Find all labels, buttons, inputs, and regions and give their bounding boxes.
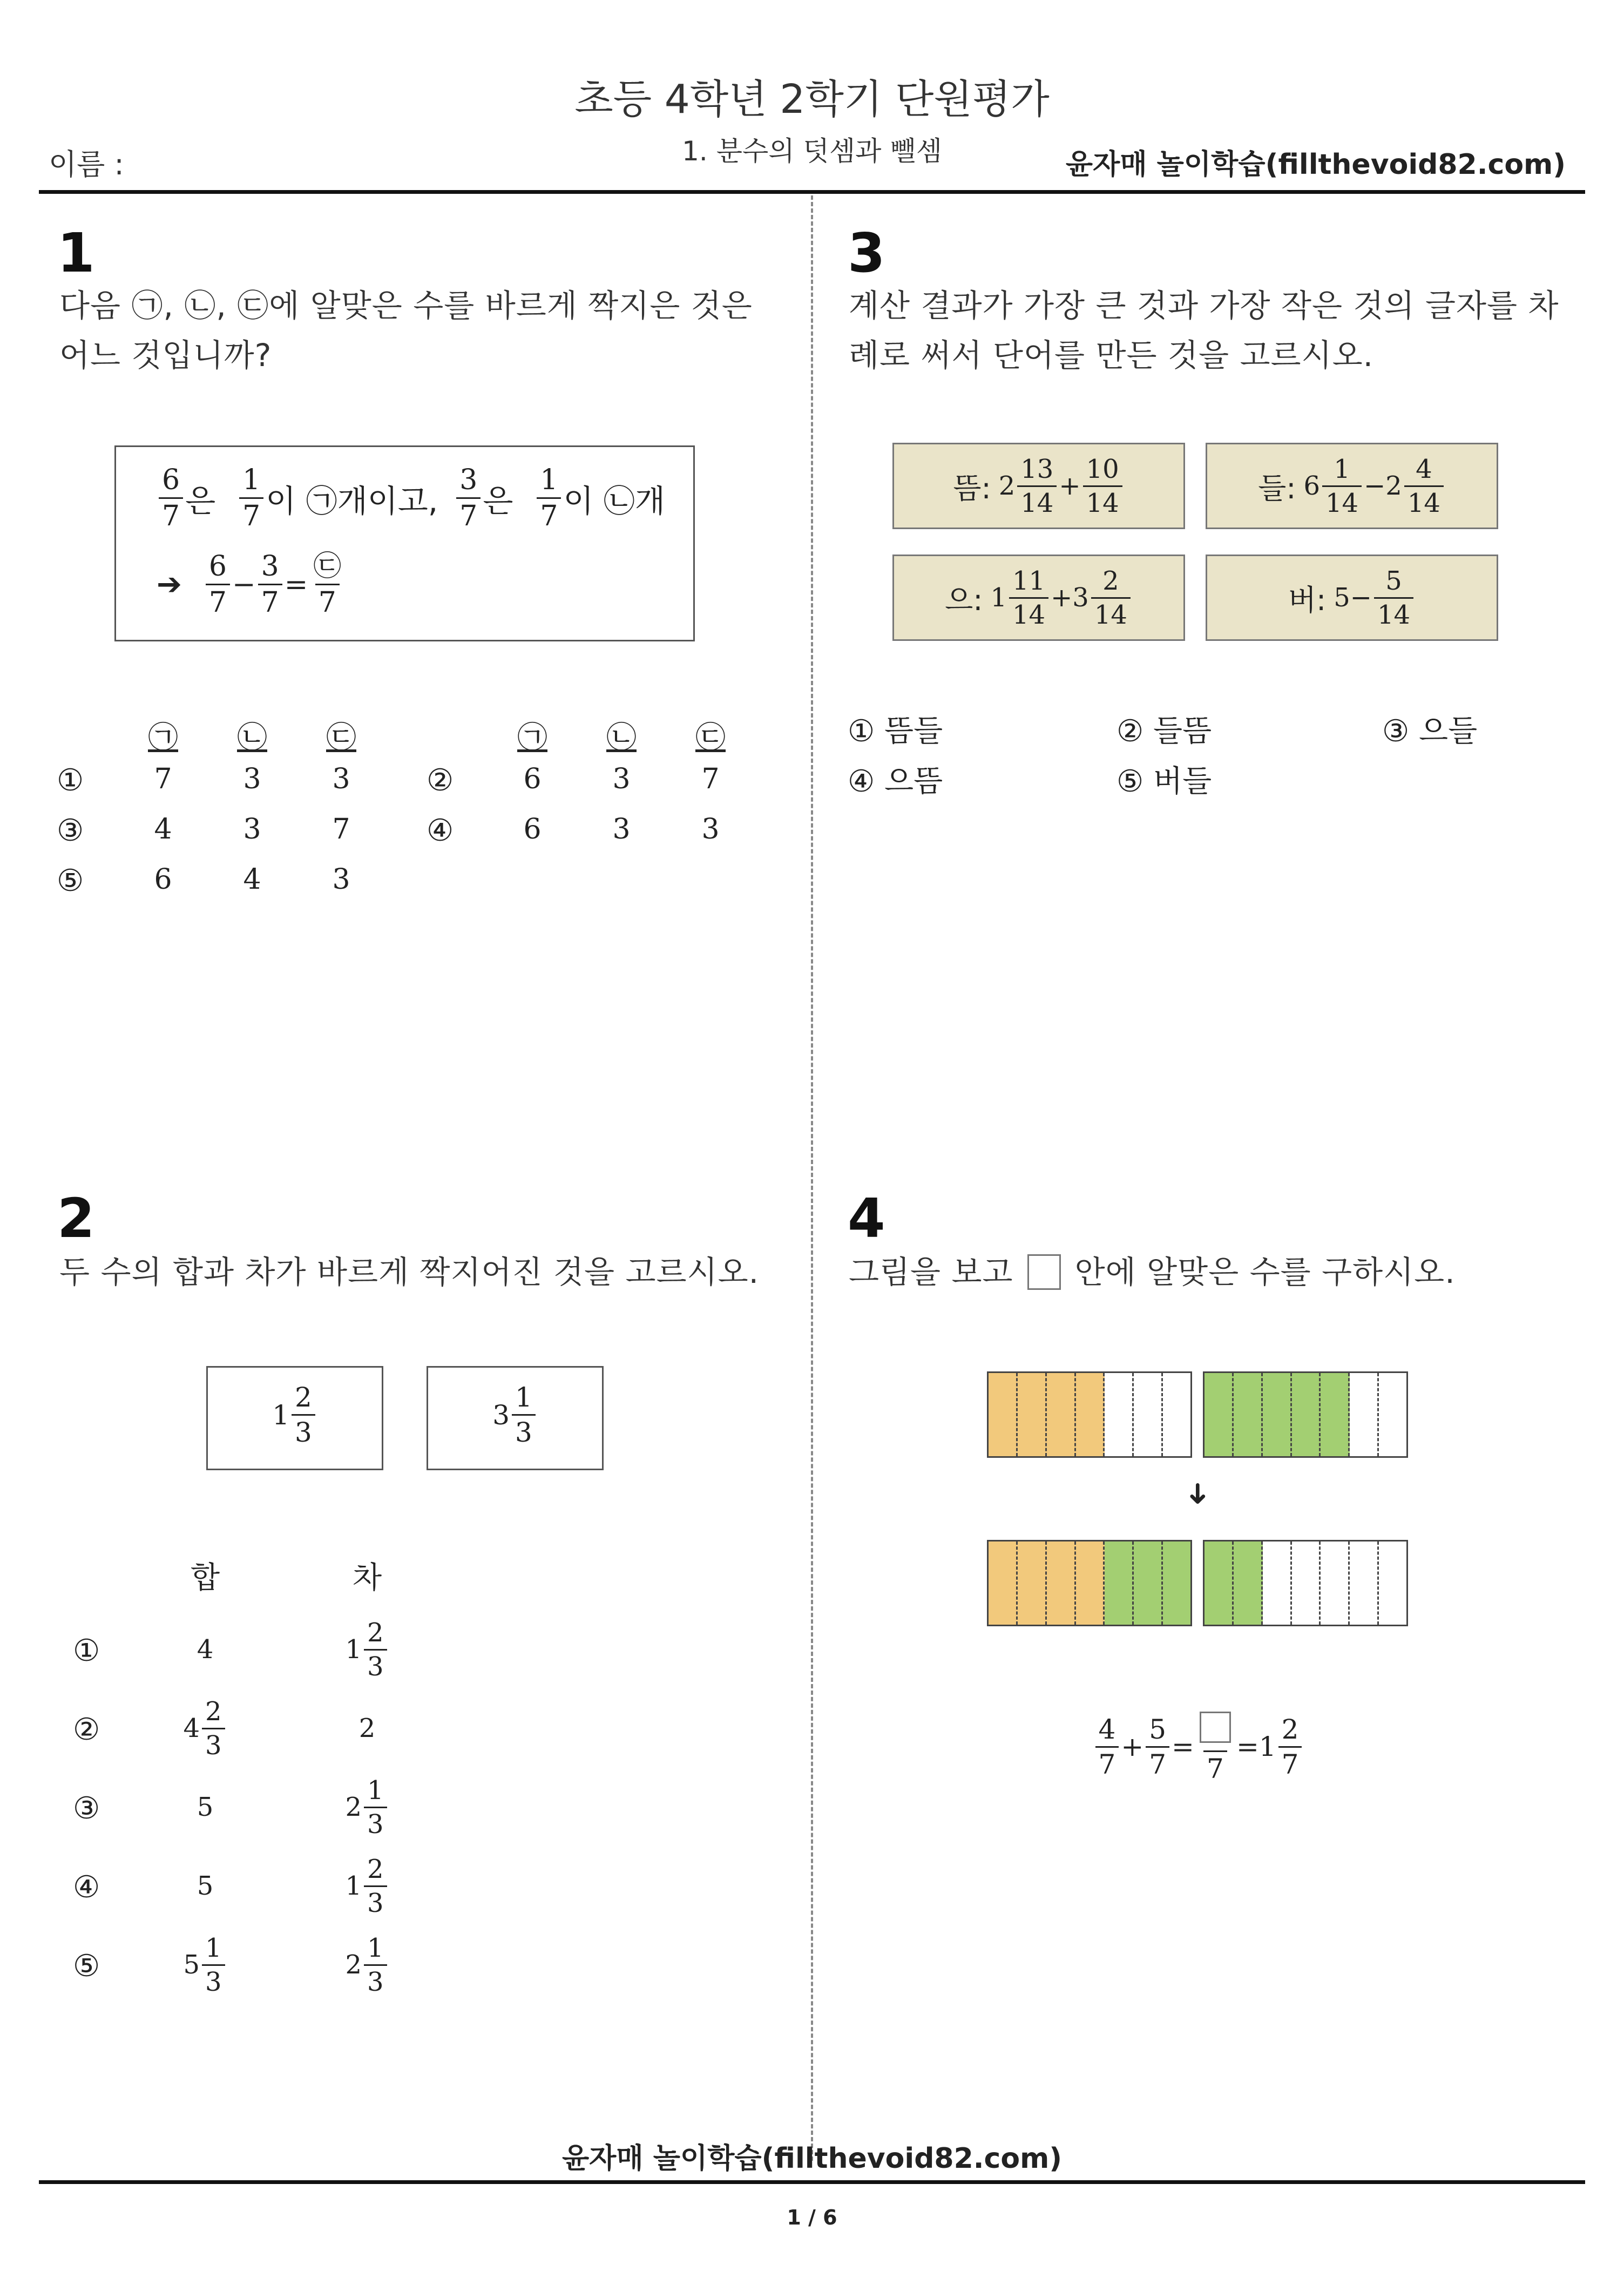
q3-prompt-line1: 계산 결과가 가장 큰 것과 가장 작은 것의 글자를 차 xyxy=(849,287,1559,324)
q1-choice-3-b: 3 xyxy=(243,813,261,846)
q2-col-diff: 차 xyxy=(352,1560,382,1595)
q3-choice-3-mark: ③ xyxy=(1382,714,1410,749)
q1-header-b: ㉡ xyxy=(237,720,267,755)
bar-segment-orange xyxy=(1076,1373,1105,1456)
q2-choice-1-mark[interactable]: ① xyxy=(73,1633,100,1668)
q2-number: 2 xyxy=(57,1187,95,1250)
q2-choice-5-mark[interactable]: ⑤ xyxy=(73,1949,100,1984)
q1-choice-2-mark[interactable]: ② xyxy=(427,763,454,798)
q3-choice-2-text: 들뜸 xyxy=(1153,714,1212,749)
q1-choice-4-a: 6 xyxy=(523,813,542,846)
q3-choice-1-text: 뜸들 xyxy=(884,714,943,749)
arrow-right-icon: ➔ xyxy=(157,567,182,602)
bar-segment-white xyxy=(1163,1373,1190,1456)
q1-prompt xyxy=(59,281,761,380)
bar-segment-green xyxy=(1321,1373,1350,1456)
bar-segment-white xyxy=(1321,1541,1350,1625)
q2-choice-4-diff: 1 2 3 xyxy=(313,1851,421,1921)
q3-choice-4[interactable] xyxy=(848,758,943,801)
q2-choice-3-sum: 5 xyxy=(197,1792,214,1822)
q2-choice-4-sum: 5 xyxy=(197,1871,214,1901)
bar-segment-green xyxy=(1105,1541,1134,1625)
bar-segment-white xyxy=(1105,1373,1134,1456)
q1-header-b2: ㉡ xyxy=(606,720,637,755)
bar-segment-white xyxy=(1350,1541,1379,1625)
bar-segment-green xyxy=(1134,1541,1163,1625)
q4-prompt-after: 안에 알맞은 수를 구하시오. xyxy=(1074,1254,1456,1290)
bar-segment-green xyxy=(1263,1373,1292,1456)
bar-segment-green xyxy=(1163,1541,1190,1625)
bar-segment-green xyxy=(1205,1541,1234,1625)
q1-choice-5-mark[interactable]: ⑤ xyxy=(57,863,84,898)
page-title: 초등 4학년 2학기 단원평가 xyxy=(574,76,1050,123)
q3-choice-2-mark: ② xyxy=(1116,714,1144,749)
q1-choice-3-mark[interactable]: ③ xyxy=(57,813,84,848)
q3-prompt xyxy=(849,281,1594,380)
q2-col-sum: 합 xyxy=(190,1560,220,1595)
q3-choice-1[interactable] xyxy=(848,707,943,751)
q2-choice-4-mark[interactable]: ④ xyxy=(73,1870,100,1905)
q1-choice-2-b: 3 xyxy=(612,763,631,795)
bar-segment-orange xyxy=(989,1541,1018,1625)
q1-choice-5-b: 4 xyxy=(243,863,261,896)
q1-choice-4-c: 3 xyxy=(701,813,720,846)
bar-segment-white xyxy=(1379,1373,1406,1456)
q3-choice-3-text: 으들 xyxy=(1419,714,1478,749)
q1-header-c2: ㉢ xyxy=(695,720,726,755)
q2-choice-3-mark[interactable]: ③ xyxy=(73,1791,100,1826)
bar-segment-white xyxy=(1292,1541,1321,1625)
bar-segment-orange xyxy=(1076,1541,1105,1625)
unit-subtitle: 1. 분수의 덧셈과 뺄셈 xyxy=(682,136,942,167)
answer-blank-box xyxy=(1027,1254,1061,1290)
column-divider xyxy=(811,195,813,2161)
q1-choice-2-c: 7 xyxy=(701,763,720,795)
footer-rule xyxy=(39,2180,1585,2184)
q1-choice-1-c: 3 xyxy=(332,763,350,795)
q2-choice-5-sum: 5 1 3 xyxy=(151,1930,259,2000)
q1-header-a2: ㉠ xyxy=(517,720,547,755)
q1-prompt-line1: 다음 ㉠, ㉡, ㉢에 알맞은 수를 바르게 짝지은 것은 xyxy=(59,287,753,324)
q2-choice-5-diff: 2 1 3 xyxy=(313,1930,421,2000)
q3-choice-5[interactable] xyxy=(1116,758,1212,801)
page-number: 1 / 6 xyxy=(787,2206,837,2229)
down-arrow-icon: ➜ xyxy=(1181,1481,1216,1506)
bar-segment-green xyxy=(1292,1373,1321,1456)
q4-equation: 4 7 + $\frac{5}{7}$ = 7 = 1 2 7 xyxy=(1026,1701,1371,1793)
q4-bar-before-left xyxy=(987,1371,1192,1458)
q4-bar-after-left xyxy=(987,1540,1192,1626)
bar-segment-white xyxy=(1379,1541,1406,1625)
q4-prompt-before: 그림을 보고 xyxy=(849,1254,1013,1290)
q3-choice-5-text: 버들 xyxy=(1153,764,1212,799)
bar-segment-orange xyxy=(989,1373,1018,1456)
brand-footer: 윤자매 놀이학습(fillthevoid82.com) xyxy=(561,2142,1063,2175)
q1-choice-1-mark[interactable]: ① xyxy=(57,763,84,798)
bar-segment-white xyxy=(1263,1541,1292,1625)
header-rule xyxy=(39,190,1585,194)
bar-segment-orange xyxy=(1047,1373,1076,1456)
name-label: 이름 : xyxy=(49,147,124,181)
q3-card-3: 으: 1 11 14 + 3 2 14 xyxy=(892,555,1185,641)
q3-prompt-line2: 례로 써서 단어를 만든 것을 고르시오. xyxy=(849,337,1374,374)
q1-header-a: ㉠ xyxy=(148,720,178,755)
q1-number: 1 xyxy=(57,221,95,285)
brand-header: 윤자매 놀이학습(fillthevoid82.com) xyxy=(1065,148,1566,181)
q1-choice-2-a: 6 xyxy=(523,763,542,795)
q1-choice-1-b: 3 xyxy=(243,763,261,795)
bar-segment-green xyxy=(1205,1373,1234,1456)
q1-box-line1: 6 7 은 1 7 이 ㉠개이고, 3 7 은 1 7 이 ㉡개 xyxy=(157,466,665,530)
q1-choice-5-a: 6 xyxy=(154,863,172,896)
q1-choice-1-a: 7 xyxy=(154,763,172,795)
bar-segment-orange xyxy=(1047,1541,1076,1625)
q3-choice-5-mark: ⑤ xyxy=(1116,764,1144,799)
q1-choice-4-b: 3 xyxy=(612,813,631,846)
q1-choice-4-mark[interactable]: ④ xyxy=(427,813,454,848)
q4-bar-before-right xyxy=(1203,1371,1408,1458)
q1-choice-5-c: 3 xyxy=(332,863,350,896)
bar-segment-orange xyxy=(1018,1373,1047,1456)
q3-number: 3 xyxy=(848,221,885,285)
q3-choice-3[interactable] xyxy=(1382,707,1477,751)
q3-card-4: 버: 5 − $\frac{5}{14}$ xyxy=(1206,555,1498,641)
q1-header-c: ㉢ xyxy=(326,720,356,755)
q3-choice-4-text: 으뜸 xyxy=(884,764,943,799)
q1-choice-3-a: 4 xyxy=(154,813,172,846)
q1-box-line2: ➔ 6 7 − $\frac{3}{7}$ = ㉢ 7 xyxy=(157,550,342,619)
q1-choice-3-c: 7 xyxy=(332,813,350,846)
q3-choice-1-mark: ① xyxy=(848,714,875,749)
q2-number-box-1: 1 2 3 xyxy=(206,1366,383,1470)
q2-choice-1-diff: 1 2 3 xyxy=(313,1614,421,1685)
q3-card-2: 들: 6 1 14 − 2 4 14 xyxy=(1206,443,1498,529)
q2-choice-2-mark[interactable]: ② xyxy=(73,1712,100,1747)
bar-segment-white xyxy=(1134,1373,1163,1456)
bar-segment-green xyxy=(1234,1373,1263,1456)
q4-prompt xyxy=(849,1247,1456,1297)
q3-card-1: 뜸: 2 13 14 + $\frac{10}{14}$ xyxy=(892,443,1185,529)
q2-choice-3-diff: 2 1 3 xyxy=(313,1772,421,1842)
q2-number-box-2: 3 1 3 xyxy=(427,1366,604,1470)
q4-bar-after-right xyxy=(1203,1540,1408,1626)
q2-choice-2-sum: 4 2 3 xyxy=(151,1693,259,1763)
q2-choice-1-sum: 4 xyxy=(197,1634,214,1665)
q2-choice-2-diff: 2 xyxy=(358,1713,376,1743)
q1-prompt-line2: 어느 것입니까? xyxy=(59,337,272,374)
bar-segment-orange xyxy=(1018,1541,1047,1625)
answer-blank-numerator xyxy=(1200,1712,1231,1743)
bar-segment-white xyxy=(1350,1373,1379,1456)
bar-segment-green xyxy=(1234,1541,1263,1625)
q1-problem-box xyxy=(114,445,695,641)
q3-choice-4-mark: ④ xyxy=(848,764,875,799)
q2-prompt: 두 수의 합과 차가 바르게 짝지어진 것을 고르시오. xyxy=(59,1254,760,1290)
q4-number: 4 xyxy=(848,1187,885,1250)
q3-choice-2[interactable] xyxy=(1116,707,1212,751)
